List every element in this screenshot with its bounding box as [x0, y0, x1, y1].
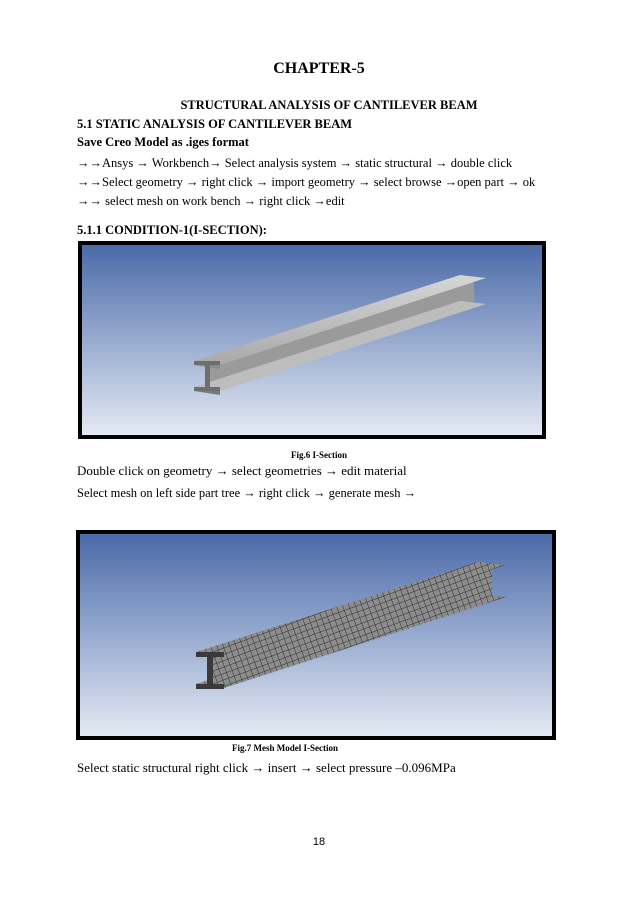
chapter-title: CHAPTER-5 — [273, 60, 365, 77]
figure-i-section — [78, 241, 546, 439]
page-number: 18 — [312, 836, 326, 848]
step-line-3: →→ select mesh on work bench → right click →edit — [77, 194, 345, 208]
section-heading: 5.1 STATIC ANALYSIS OF CANTILEVER BEAM — [77, 117, 353, 131]
save-note: Save Creo Model as .iges format — [77, 135, 249, 149]
step-line-2: →→Select geometry → right click → import geometry → select browse →open part → ok — [77, 175, 536, 189]
condition-heading: 5.1.1 CONDITION-1(I-SECTION): — [77, 223, 267, 237]
instruction-line-1: Double click on geometry → select geometries → edit material — [77, 463, 407, 478]
figure-mesh-model — [76, 530, 556, 740]
figure-caption-7: Fig.7 Mesh Model I-Section — [232, 743, 338, 753]
instruction-line-3: Select static structural right click → insert → select pressure –0.096MPa — [77, 760, 456, 775]
step-line-1: →→Ansys → Workbench→ Select analysis system → static structural → double click — [77, 156, 513, 170]
instruction-line-2: Select mesh on left side part tree → right click → generate mesh → — [77, 486, 417, 500]
figure-caption-6: Fig.6 I-Section — [291, 450, 347, 460]
i-beam-render — [82, 245, 542, 435]
chapter-subtitle: STRUCTURAL ANALYSIS OF CANTILEVER BEAM — [180, 98, 478, 112]
mesh-beam-render — [80, 534, 552, 736]
